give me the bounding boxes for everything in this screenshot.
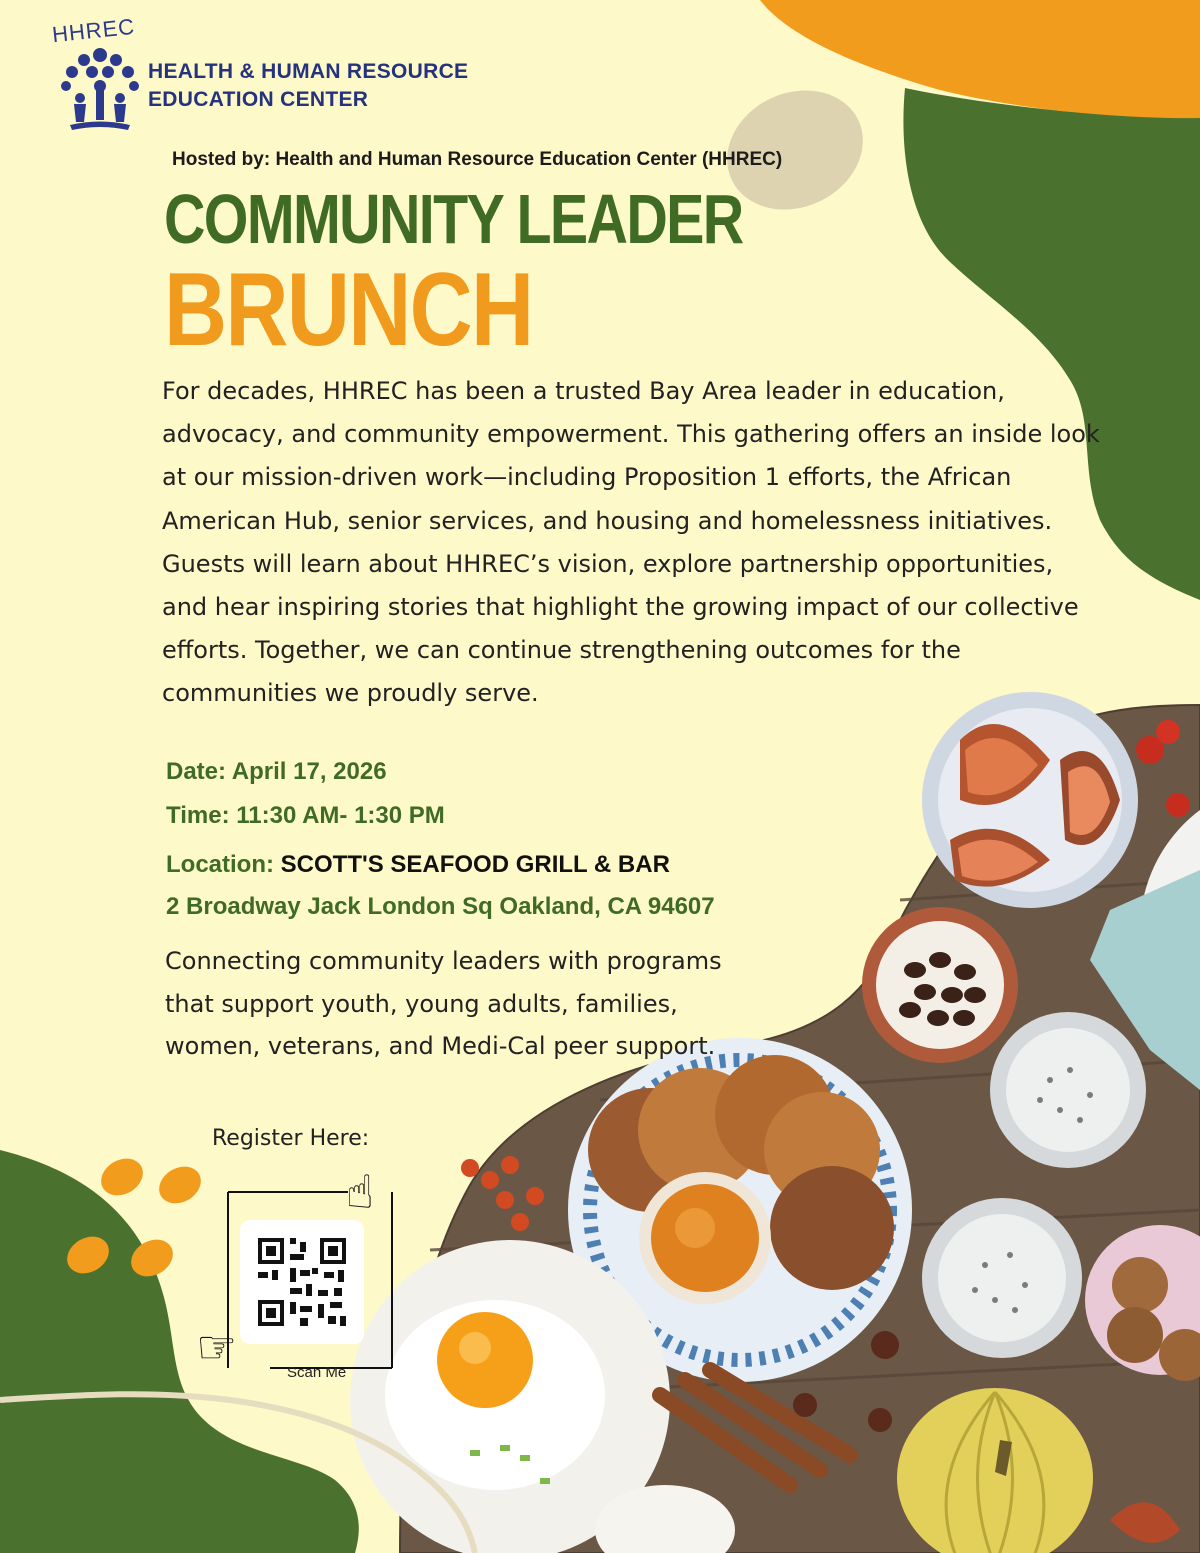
event-address: 2 Broadway Jack London Sq Oakland, CA 94607 [166,893,715,920]
qr-code[interactable] [240,1220,364,1344]
event-date: Date: April 17, 2026 [166,758,387,785]
description [162,370,1102,716]
qr-code-icon [240,1220,364,1344]
location-label: Location: [166,851,281,878]
connecting-text: Connecting community leaders with programs that support youth, young adults, families, women, veterans, and Medi-Cal peer support. [165,947,722,1060]
register-label: Register Here: [212,1126,370,1151]
description-paragraph-1: For decades, HHREC has been a trusted Bay Area leader in education, advocacy, and community empowerment. This gathering offers an inside look at our mission-driven work—including Proposition 1 efforts, the African American Hub, senior services, and housing and homelessness initiatives. [162,377,1100,535]
title-line-2: BRUNCH [164,252,533,368]
location-name: SCOTT'S SEAFOOD GRILL & BAR [280,851,670,878]
pointing-right-hand-icon: ☞ [196,1320,238,1374]
hosted-by: Hosted by: Health and Human Resource Education Center (HHREC) [172,149,783,170]
description-paragraph-2: Guests will learn about HHREC’s vision, explore partnership opportunities, and hear inspiring stories that highlight the growing impact of our collective efforts. Together, we can continue strengthening outcomes for the communities we proudly serve. [162,549,1079,708]
event-time: Time: 11:30 AM- 1:30 PM [166,802,445,829]
logo-line-2: EDUCATION CENTER [148,88,369,111]
logo-arc-text: HHREC [50,13,137,48]
green-blob-bottom-left [0,1150,359,1553]
tree-people-icon [61,48,139,130]
scan-me-label: Scan Me [287,1364,347,1381]
logo-line-1: HEALTH & HUMAN RESOURCE [148,60,469,83]
event-location [166,851,670,879]
pointing-down-hand-icon: ☜ [333,1170,388,1212]
title-line-1: COMMUNITY LEADER [164,180,743,258]
